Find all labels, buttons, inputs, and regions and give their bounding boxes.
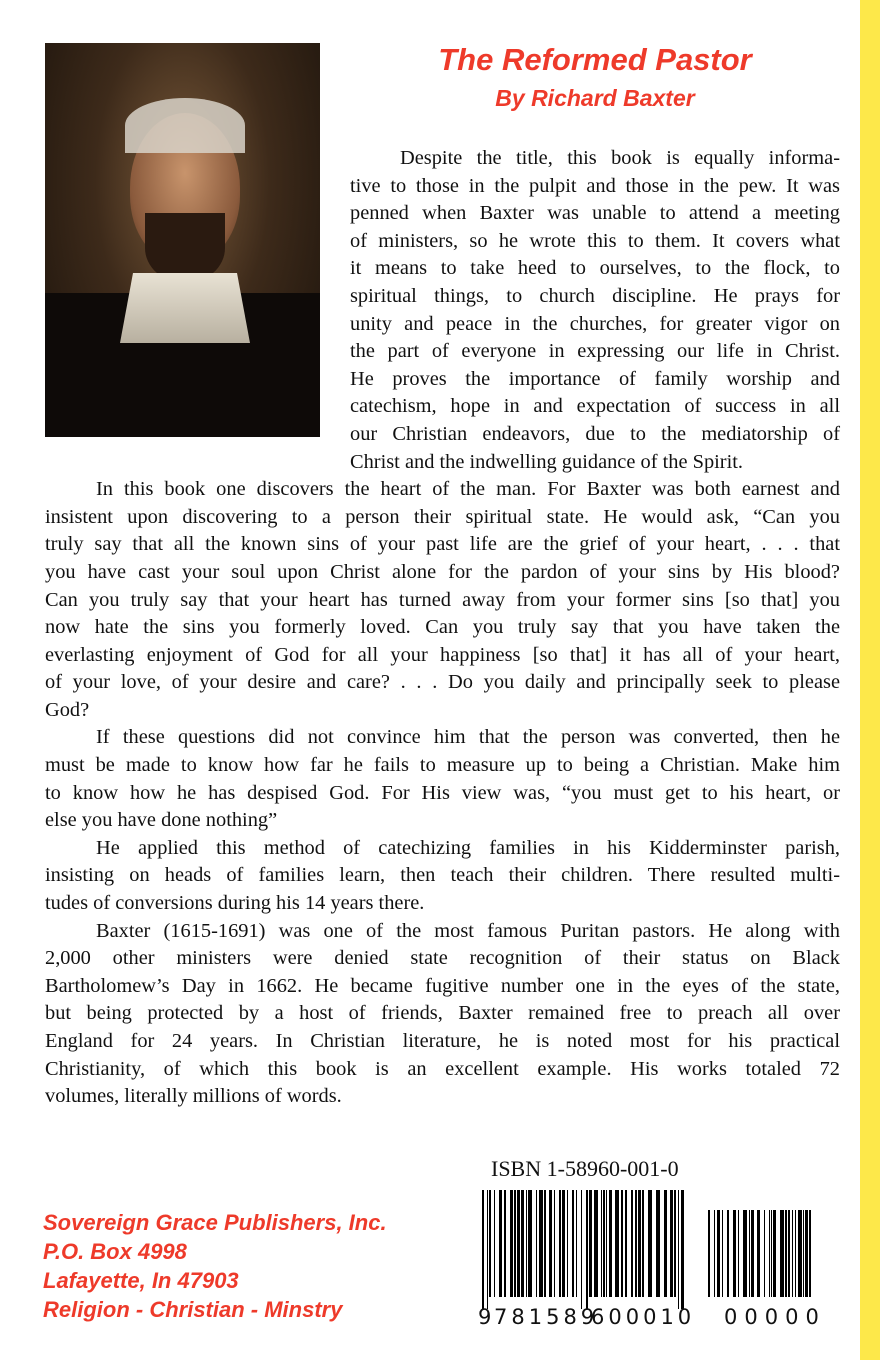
text-line: but being protected by a host of friends, Baxter remained free to preach all over	[45, 1002, 840, 1025]
text-line: He applied this method of catechizing families in his Kidderminster parish,	[96, 836, 840, 859]
isbn-label: ISBN 1-58960-001-0	[491, 1156, 679, 1181]
barcode-bar	[805, 1210, 808, 1297]
barcode-bar	[714, 1210, 715, 1297]
publisher-city: Lafayette, In 47903	[43, 1268, 239, 1293]
barcode-bar	[559, 1190, 561, 1297]
barcode-bar	[809, 1210, 811, 1297]
text-line: England for 24 years. In Christian literature, he is noted most for his practical	[45, 1030, 840, 1052]
barcode-bar	[494, 1190, 495, 1297]
text-line: everlasting enjoyment of God for all your happiness [so that] it has all of your heart,	[45, 643, 840, 666]
text-line: tive to those in the pulpit and those in the pew. It was	[350, 174, 840, 197]
barcode-bar	[517, 1190, 520, 1297]
barcode-bar	[615, 1190, 619, 1297]
barcode-right-digits: 600010	[591, 1305, 696, 1329]
barcode-bar	[773, 1210, 776, 1297]
barcode-first-digit: 9	[478, 1305, 496, 1329]
text-line: God?	[45, 698, 90, 721]
barcode-bar	[674, 1190, 676, 1297]
barcode-bar	[717, 1210, 720, 1297]
barcode-bar	[489, 1190, 491, 1297]
text-line: the part of everyone in expressing our life in Christ.	[350, 340, 840, 363]
barcode-bar	[487, 1190, 488, 1309]
barcode-bar	[499, 1190, 502, 1297]
barcode-bar	[609, 1190, 612, 1297]
text-line: catechism, hope in and expectation of success in all	[350, 395, 840, 418]
barcode-bar	[482, 1190, 484, 1309]
barcode-bar	[656, 1190, 660, 1297]
text-line: Christianity, of which this book is an excellent example. His works totaled 72	[45, 1057, 840, 1080]
barcode-bar	[788, 1210, 790, 1297]
barcode-bar	[504, 1190, 506, 1297]
barcode-bar	[606, 1190, 607, 1297]
barcode-bar	[562, 1190, 565, 1297]
barcode-bar	[601, 1190, 602, 1297]
barcode-bar	[642, 1190, 644, 1297]
text-line: must be made to know how far he fails to measure up to being a Christian. Make him	[45, 754, 840, 777]
publisher-name: Sovereign Grace Publishers, Inc.	[43, 1210, 387, 1235]
barcode-bar	[635, 1190, 637, 1297]
text-line: insisting on heads of families learn, then teach their children. There resulted multi-	[45, 864, 840, 887]
text-line: spiritual things, to church discipline. He prays for	[350, 284, 840, 307]
barcode-bar	[769, 1210, 770, 1297]
text-line: 2,000 other ministers were denied state recognition of their status on Black	[45, 947, 840, 970]
text-line: truly say that all the known sins of your past life are the grief of your heart, . . . that	[45, 533, 840, 556]
text-line: Bartholomew’s Day in 1662. He became fugitive number one in the eyes of the state,	[45, 974, 840, 997]
yellow-spine-strip	[860, 0, 880, 1360]
barcode-bar	[743, 1210, 747, 1297]
barcode-bar	[625, 1190, 627, 1297]
barcode-left-digits: 781589	[494, 1305, 599, 1329]
book-title: The Reformed Pastor	[438, 42, 752, 77]
barcode-bar	[549, 1190, 552, 1297]
description-text	[45, 145, 840, 1111]
text-line: If these questions did not convince him that the person was converted, then he	[96, 726, 840, 749]
barcode-bar	[576, 1190, 577, 1297]
barcode-bar	[544, 1190, 546, 1297]
barcode-bar	[670, 1190, 673, 1297]
barcode-bar	[510, 1190, 513, 1297]
text-line: to know how he has despised God. For His view was, “you must get to his heart, or	[45, 781, 840, 804]
barcode-bar	[733, 1210, 736, 1297]
text-line: else you have done nothing”	[45, 809, 278, 832]
text-line: He proves the importance of family worship and	[350, 367, 840, 390]
publisher-info	[43, 1208, 387, 1324]
barcode-bar	[554, 1190, 555, 1297]
publisher-address: P.O. Box 4998	[43, 1239, 187, 1264]
barcode-bar	[638, 1190, 641, 1297]
isbn-barcode	[470, 1190, 830, 1315]
barcode-bar	[526, 1190, 527, 1297]
barcode-bar	[603, 1190, 605, 1297]
text-line: now hate the sins you formerly loved. Can you truly say that you have taken the	[45, 616, 840, 639]
barcode-bar	[792, 1210, 793, 1297]
text-line: of ministers, so he wrote this to them. It covers what	[350, 229, 840, 252]
barcode-bar	[785, 1210, 787, 1297]
text-line: Can you truly say that your heart has turned away from your former sins [so that] you	[45, 588, 840, 611]
barcode-bar	[780, 1210, 784, 1297]
barcode-bar	[798, 1210, 802, 1297]
text-line: it means to take heed to ourselves, to the flock, to	[350, 257, 840, 280]
text-line: penned when Baxter was unable to attend a meeting	[350, 202, 840, 225]
text-line: Despite the title, this book is equally informa-	[400, 147, 840, 169]
barcode-bar	[528, 1190, 532, 1297]
barcode-bar	[727, 1210, 729, 1297]
author-line: By Richard Baxter	[495, 85, 695, 111]
barcode-bar	[539, 1190, 543, 1297]
barcode-bar	[771, 1210, 772, 1297]
text-line: In this book one discovers the heart of the man. For Baxter was both earnest and	[96, 478, 840, 501]
barcode-bar	[572, 1190, 574, 1297]
barcode-bar	[678, 1190, 679, 1309]
barcode-bar	[521, 1190, 524, 1297]
barcode-bar	[803, 1210, 804, 1297]
barcode-bar	[722, 1210, 723, 1297]
barcode-bar	[586, 1190, 588, 1309]
text-line: volumes, literally millions of words.	[45, 1085, 342, 1108]
barcode-bar	[751, 1210, 754, 1297]
barcode-bar	[757, 1210, 760, 1297]
text-line: unity and peace in the churches, for greater vigor on	[350, 312, 840, 335]
publisher-category: Religion - Christian - Minstry	[43, 1297, 343, 1322]
barcode-bar	[514, 1190, 516, 1297]
barcode-bar	[631, 1190, 633, 1297]
barcode-bar	[581, 1190, 582, 1309]
barcode-bar	[708, 1210, 710, 1297]
text-line: our Christian endeavors, due to the mediatorship of	[350, 422, 840, 445]
barcode-bar	[621, 1190, 623, 1297]
barcode-bar	[567, 1190, 568, 1297]
addon-digits: 00000	[724, 1305, 826, 1329]
text-line: Baxter (1615-1691) was one of the most famous Puritan pastors. He along with	[96, 919, 840, 942]
barcode-bar	[589, 1190, 592, 1297]
text-line: tudes of conversions during his 14 years there.	[45, 892, 425, 915]
barcode-bar	[738, 1210, 739, 1297]
barcode-bar	[795, 1210, 796, 1297]
barcode-bar	[681, 1190, 684, 1309]
barcode-bar	[536, 1190, 537, 1297]
barcode-bar	[594, 1190, 598, 1297]
text-line: insistent upon discovering to a person their spiritual state. He would ask, “Can you	[45, 505, 840, 528]
text-line: you have cast your soul upon Christ alone for the pardon of your sins by His blood?	[45, 560, 840, 583]
barcode-bar	[764, 1210, 765, 1297]
barcode-bar	[648, 1190, 652, 1297]
barcode-bar	[664, 1190, 667, 1297]
text-line: of your love, of your desire and care? . . . Do you daily and principally seek to please	[45, 671, 840, 694]
text-line: Christ and the indwelling guidance of the Spirit.	[350, 450, 744, 473]
barcode-bar	[749, 1210, 750, 1297]
